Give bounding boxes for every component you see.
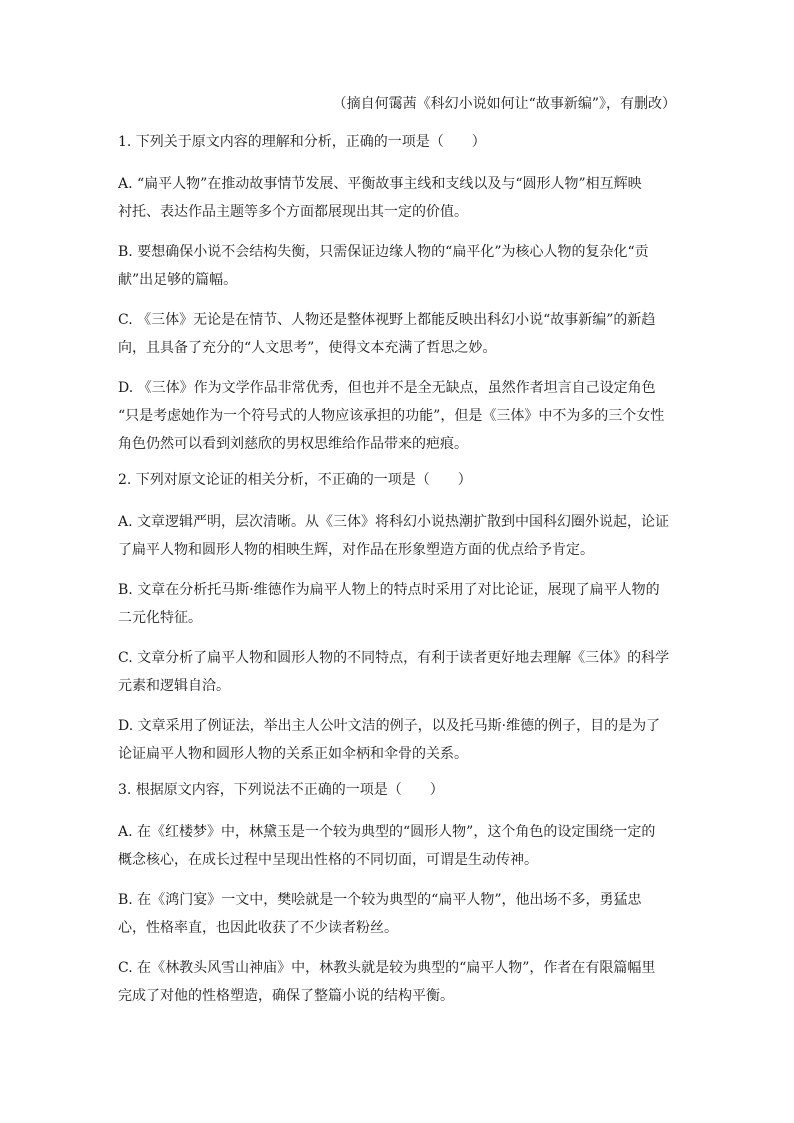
option-line: 论证扁平人物和圆形人物的关系正如伞柄和伞骨的关系。: [118, 746, 468, 762]
option-c: [118, 954, 676, 1010]
option-line: 了扁平人物和圆形人物的相映生辉，对作品在形象塑造方面的优点给予肯定。: [118, 542, 594, 558]
option-line: D. 文章采用了例证法，举出主人公叶文洁的例子，以及托马斯·维德的例子，目的是为了: [118, 718, 661, 734]
option-a: [118, 508, 676, 564]
option-line: “只是考虑她作为一个符号式的人物应该承担的功能”，但是《三体》中不为多的三个女性: [118, 408, 665, 424]
option-line: 向，且具备了充分的“人文思考”，使得文本充满了哲思之妙。: [118, 340, 497, 356]
option-line: C. 《三体》无论是在情节、人物还是整体视野上都能反映出科幻小说“故事新编”的新趋: [118, 312, 656, 328]
option-a: [118, 170, 676, 226]
option-line: C. 在《林教头风雪山神庙》中，林教头就是较为典型的“扁平人物”，作者在有限篇幅里: [118, 960, 656, 976]
option-line: B. 在《鸿门宴》一文中，樊哙就是一个较为典型的“扁平人物”，他出场不多，勇猛忠: [118, 892, 642, 908]
question-stem: 3. 根据原文内容，下列说法不正确的一项是（ ）: [118, 782, 444, 798]
option-line: 衬托、表达作品主题等多个方面都展现出其一定的价值。: [118, 204, 468, 220]
option-c: [118, 644, 676, 700]
question-stem: 1. 下列关于原文内容的理解和分析，正确的一项是（ ）: [118, 134, 486, 150]
option-line: 二元化特征。: [118, 610, 202, 626]
question-stem: 2. 下列对原文论证的相关分析，不正确的一项是（ ）: [118, 472, 472, 488]
option-c: [118, 306, 676, 362]
option-line: C. 文章分析了扁平人物和圆形人物的不同特点，有利于读者更好地去理解《三体》的科学: [118, 650, 670, 666]
option-b: [118, 238, 676, 294]
option-b: [118, 576, 676, 632]
option-line: 心，性格率直，也因此收获了不少读者粉丝。: [118, 920, 398, 936]
option-d: [118, 374, 676, 458]
document-page: [118, 94, 676, 1022]
question-1: [118, 132, 676, 458]
option-line: 角色仍然可以看到刘慈欣的男权思维给作品带来的疤痕。: [118, 436, 468, 452]
question-2: [118, 470, 676, 768]
option-line: 献”出足够的篇幅。: [118, 272, 238, 288]
option-line: A. 文章逻辑严明，层次清晰。从《三体》将科幻小说热潮扩散到中国科幻圈外说起，论证: [118, 514, 670, 530]
option-a: [118, 818, 676, 874]
option-line: 元素和逻辑自洽。: [118, 678, 230, 694]
option-line: 完成了对他的性格塑造，确保了整篇小说的结构平衡。: [118, 988, 454, 1004]
option-b: [118, 886, 676, 942]
option-line: B. 文章在分析托马斯·维德作为扁平人物上的特点时采用了对比论证，展现了扁平人物的: [118, 582, 660, 598]
source-note: （摘自何霭茜《科幻小说如何让“故事新编”》，有删改）: [332, 96, 676, 112]
option-line: D. 《三体》作为文学作品非常优秀，但也并不是全无缺点，虽然作者坦言自己设定角色: [118, 380, 656, 396]
option-line: A. 在《红楼梦》中，林黛玉是一个较为典型的“圆形人物”，这个角色的设定围绕一定的: [118, 824, 656, 840]
option-line: 概念核心，在成长过程中呈现出性格的不同切面，可谓是生动传神。: [118, 852, 538, 868]
option-line: A. “扁平人物”在推动故事情节发展、平衡故事主线和支线以及与“圆形人物”相互辉映: [118, 176, 642, 192]
question-3: [118, 780, 676, 1010]
option-line: B. 要想确保小说不会结构失衡，只需保证边缘人物的“扁平化”为核心人物的复杂化“贡: [118, 244, 649, 260]
option-d: [118, 712, 676, 768]
